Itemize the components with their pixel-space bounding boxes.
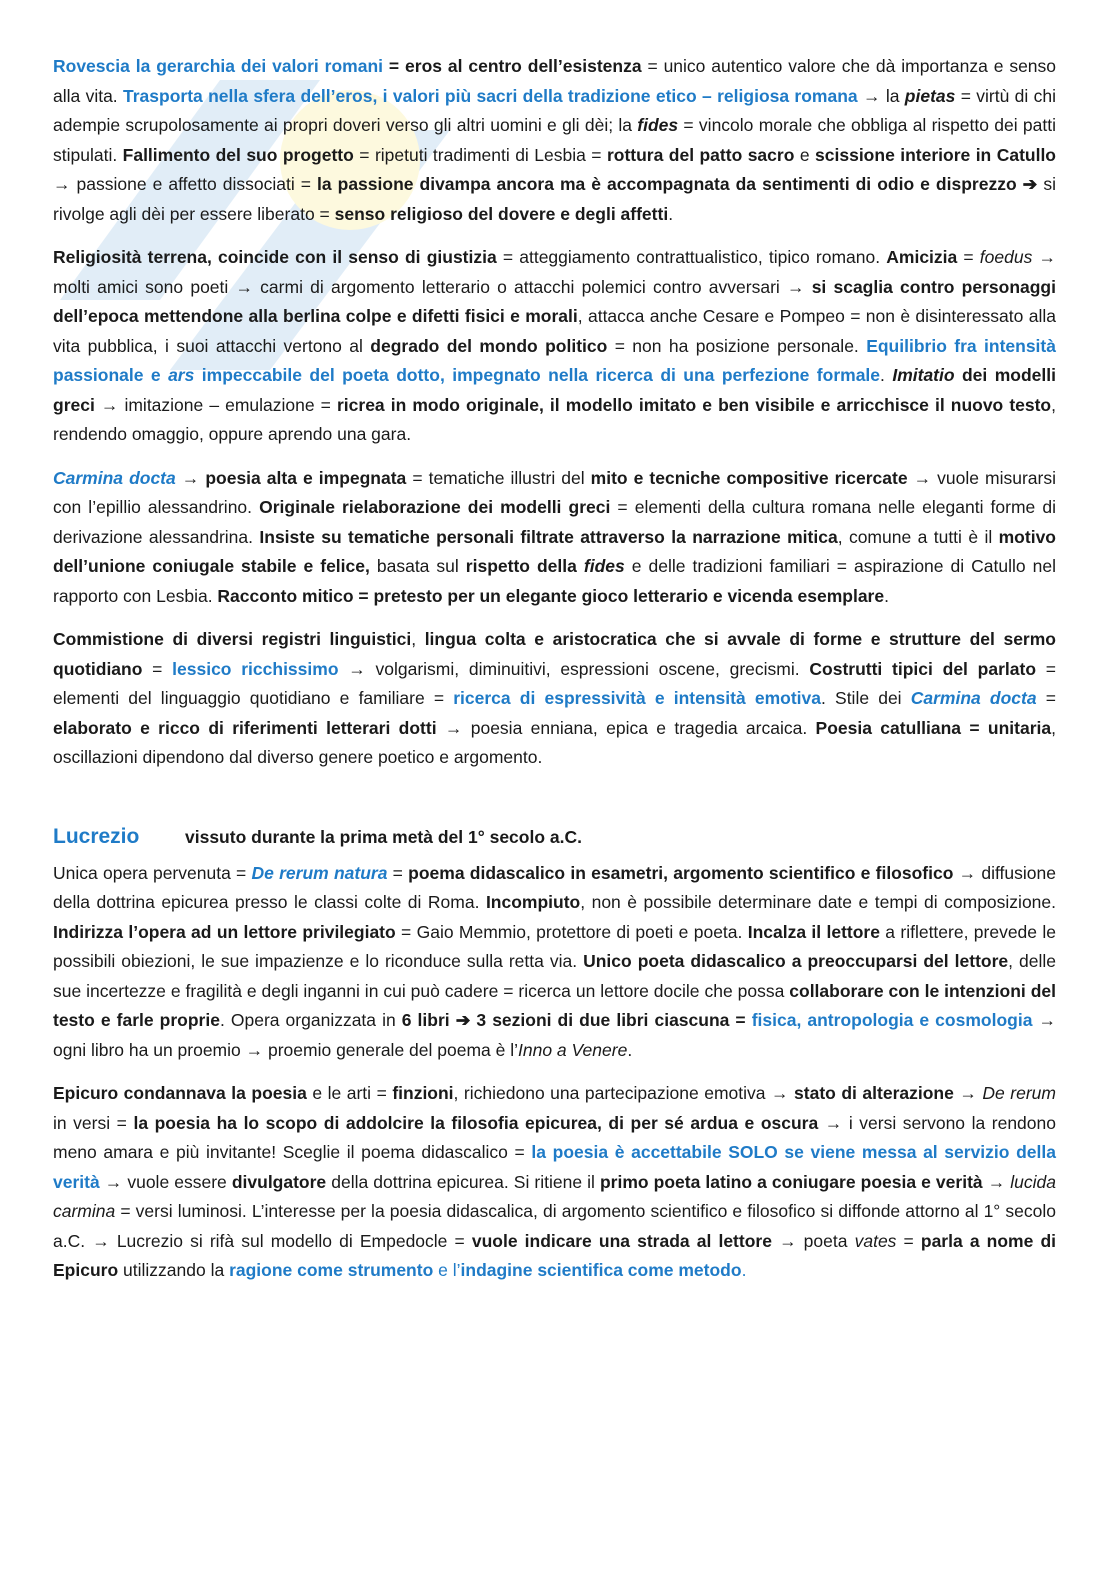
text-run: . — [668, 203, 674, 224]
text-run: , oscillazioni dipendono dal diverso genere poetico e argomento. — [53, 717, 1056, 767]
text-run: e — [794, 144, 816, 165]
paragraph — [53, 1079, 1056, 1286]
text-run: → volgarismi, diminuitivi, espressioni oscene, grecismi. — [338, 658, 810, 679]
bold-text: rottura del patto sacro — [606, 144, 795, 165]
text-run: , non è possibile determinare date e tempi di composizione. — [580, 892, 1056, 912]
highlighted-text: . — [741, 1260, 747, 1280]
highlighted-text: ragione come strumento — [229, 1260, 434, 1280]
bold-text: primo poeta latino a coniugare poesia e verità — [599, 1171, 983, 1192]
bold-text: rispetto della — [465, 556, 584, 576]
bold-text: collaborare con le intenzioni del testo e farle proprie — [53, 980, 1056, 1030]
bold-text: Fallimento del suo progetto — [122, 144, 354, 165]
text-run: → — [953, 1083, 983, 1103]
highlighted-text: indagine scientifica come metodo — [460, 1260, 742, 1280]
bold-text: pietas — [904, 85, 956, 106]
text-run: basata sul — [369, 556, 466, 576]
highlighted-text: Carmina docta — [910, 688, 1037, 708]
bold-text: motivo dell’unione coniugale stabile e felice, — [53, 526, 1056, 576]
text-run: = Gaio Memmio, protettore di poeti e poeta. — [395, 921, 748, 942]
text-run: De rerum — [982, 1083, 1056, 1103]
highlighted-text: De rerum natura — [251, 862, 388, 883]
bold-text: elaborato e ricco di riferimenti letterari dotti — [53, 717, 437, 738]
bold-text: Originale rielaborazione dei modelli greci — [259, 497, 611, 517]
bold-text: dei modelli greci — [53, 365, 1056, 415]
text-run: . — [880, 365, 893, 385]
text-run: → molti amici sono poeti → carmi di argomento letterario o attacchi polemici contro avversari → — [53, 247, 1056, 297]
bold-text: vuole indicare una strada al lettore — [471, 1230, 772, 1251]
catullo-section — [53, 52, 1056, 773]
highlighted-text: ars — [168, 365, 195, 385]
highlighted-text: Trasporta nella sfera dell’eros, i valori più sacri della tradizione etico – religiosa romana — [123, 85, 858, 106]
highlighted-text: fisica, antropologia e cosmologia — [751, 1010, 1033, 1030]
text-run: = — [1036, 688, 1056, 708]
text-run: = — [387, 862, 409, 883]
text-run: , delle sue incertezze e fragilità e degli inganni in cui può cadere = ricerca un lettore docile che possa — [53, 951, 1056, 1001]
text-run: = — [957, 247, 980, 267]
bold-text: si scaglia contro personaggi dell’epoca mettendone alla berlina colpe e difetti fisici e morali — [53, 276, 1056, 326]
bold-text: Poesia catulliana = unitaria — [815, 717, 1052, 738]
text-run: = — [142, 658, 173, 679]
highlighted-text: Equilibrio fra intensità passionale e — [53, 335, 1056, 385]
highlighted-text: e l’ — [433, 1260, 461, 1280]
text-run: . — [884, 585, 889, 606]
text-run: → la — [857, 85, 905, 106]
text-run: = virtù di chi adempie scrupolosamente ai propri doveri verso gli altri uomini e gli dèi; la — [53, 85, 1056, 135]
text-run: , richiedono una partecipazione emotiva → — [453, 1083, 795, 1103]
text-run: si rivolge agli dèi per essere liberato = — [53, 174, 1056, 224]
text-run: → ogni libro ha un proemio → proemio generale del poema è l’ — [53, 1010, 1056, 1060]
text-run: = unico autentico valore che dà importanza e senso alla vita. — [53, 56, 1057, 106]
bold-text: poesia alta e impegnata — [205, 467, 407, 488]
bold-text: parla a nome di Epicuro — [53, 1230, 1056, 1280]
text-run: . Stile dei — [821, 688, 911, 708]
text-run: e delle tradizioni familiari = aspirazione di Catullo nel rapporto con Lesbia. — [53, 556, 1056, 606]
text-run: = non ha posizione personale. — [607, 335, 867, 356]
lucrezio-section — [53, 859, 1056, 1286]
text-run: = — [896, 1230, 921, 1251]
text-run: = vincolo morale che obbliga al rispetto dei patti stipulati. — [53, 115, 1056, 165]
text-run: utilizzando la — [118, 1260, 230, 1280]
section-subtitle: vissuto durante la prima metà del 1° secolo a.C. — [185, 826, 582, 847]
document-page — [53, 52, 1056, 1300]
text-run: , — [411, 629, 425, 649]
bold-text: Incalza il lettore — [747, 921, 880, 942]
paragraph — [53, 625, 1056, 773]
text-run: → poesia enniana, epica e tragedia arcaica. — [436, 717, 816, 738]
bold-text: fides — [583, 556, 625, 576]
text-run: a riflettere, prevede le possibili obiezioni, le sue impazienze e lo riconduce sulla retta via. — [53, 921, 1056, 971]
bold-text: la poesia ha lo scopo di addolcire la filosofia epicurea, di per sé ardua e oscura — [133, 1112, 819, 1133]
bold-text: lingua colta e aristocratica che si avvale di forme e strutture del sermo quotidiano — [53, 629, 1056, 679]
bold-text: Amicizia — [886, 247, 958, 267]
text-run: → passione e affetto dissociati = — [53, 174, 317, 194]
bold-text: = eros al centro dell’esistenza — [383, 56, 642, 76]
highlighted-text: la poesia è accettabile SOLO se viene messa al servizio della verità — [53, 1142, 1056, 1192]
text-run: Inno a Venere — [518, 1039, 628, 1060]
text-run: della dottrina epicurea. Si ritiene il — [326, 1171, 600, 1192]
text-run: . — [627, 1039, 633, 1060]
bold-text: Epicuro condannava la poesia — [53, 1083, 307, 1103]
text-run: , attacca anche Cesare e Pompeo = non è disinteressato alla vita pubblica, i suoi attacchi vertono al — [53, 306, 1056, 356]
bold-text: poema didascalico in esametri, argomento scientifico e filosofico — [408, 862, 954, 883]
bold-text: ricrea in modo originale, il modello imitato e ben visibile e arricchisce il nuovo testo — [336, 394, 1052, 415]
text-run: → imitazione – emulazione = — [94, 394, 337, 415]
bold-text: Religiosità terrena, coincide con il senso di giustizia — [53, 247, 497, 267]
paragraph — [53, 859, 1056, 1066]
bold-text: Imitatio — [892, 365, 955, 385]
bold-text: Unico poeta didascalico a preoccuparsi del lettore — [583, 951, 1009, 971]
highlighted-text: lessico ricchissimo — [172, 658, 339, 679]
highlighted-text: ricerca di espressività e intensità emotiva — [453, 688, 821, 708]
bold-text: Indirizza l’opera ad un lettore privilegiato — [53, 921, 396, 942]
text-run: = ripetuti tradimenti di Lesbia = — [353, 144, 607, 165]
text-run: lucida carmina — [53, 1171, 1057, 1221]
text-run: Unica opera pervenuta = — [53, 862, 252, 883]
bold-text: Costrutti tipici del parlato — [809, 658, 1037, 679]
bold-text: Racconto mitico = pretesto per un elegante gioco letterario e vicenda esemplare — [217, 585, 885, 606]
bold-text: Insiste su tematiche personali filtrate attraverso la narrazione mitica — [259, 526, 838, 547]
text-run: = tematiche illustri del — [406, 467, 591, 488]
text-run: = versi luminosi. L’interesse per la poesia didascalica, di argomento scientifico e filosofico si diffonde attorno al 1° secolo a.C. → Lucrezio si rifà sul modello di Empedocle = — [53, 1201, 1056, 1251]
text-run: → vuole essere — [99, 1171, 232, 1192]
bold-text: 6 libri ➔ 3 sezioni di due libri ciascuna = — [401, 1010, 746, 1030]
text-run: → poeta — [771, 1230, 855, 1251]
text-run: = elementi del linguaggio quotidiano e familiare = — [53, 658, 1056, 708]
text-run: = atteggiamento contrattualistico, tipico romano. — [496, 247, 887, 267]
paragraph — [53, 243, 1056, 450]
paragraph — [53, 52, 1056, 229]
bold-text: senso religioso del dovere e degli affetti — [334, 203, 669, 224]
text-run: → vuole misurarsi con l’epillio alessandrino. — [53, 467, 1057, 517]
text-run: = elementi della cultura romana nelle eleganti forme di derivazione alessandrina. — [53, 497, 1056, 547]
bold-text: Incompiuto — [485, 892, 581, 912]
section-heading — [53, 825, 1056, 849]
bold-text: mito e tecniche compositive ricercate — [590, 467, 908, 488]
bold-text: degrado del mondo politico — [370, 335, 608, 356]
bold-text: divulgatore — [231, 1171, 327, 1192]
text-run: . Opera organizzata in — [219, 1010, 402, 1030]
text-run: , comune a tutti è il — [837, 526, 999, 547]
text-run: → diffusione della dottrina epicurea presso le classi colte di Roma. — [53, 862, 1056, 912]
bold-text: scissione interiore in Catullo — [815, 144, 1056, 165]
paragraph — [53, 464, 1056, 612]
bold-text: stato di alterazione — [794, 1083, 954, 1103]
text-run: → — [982, 1171, 1011, 1192]
bold-text: Commistione di diversi registri linguistici — [53, 629, 412, 649]
bold-text: fides — [637, 115, 679, 135]
text-run: e le arti = — [306, 1083, 393, 1103]
highlighted-text: impeccabile del poeta dotto, impegnato nella ricerca di una perfezione formale — [194, 365, 881, 385]
text-run: in versi = — [53, 1112, 134, 1133]
bold-text: la passione divampa ancora ma è accompagnata da sentimenti di odio e disprezzo ➔ — [317, 174, 1038, 194]
text-run: → — [175, 467, 206, 488]
bold-text: finzioni — [392, 1083, 454, 1103]
highlighted-text: Carmina docta — [53, 467, 176, 488]
text-run: → i versi servono la rendono meno amara e più invitante! Sceglie il poema didascalico = — [53, 1112, 1056, 1162]
section-title: Lucrezio — [53, 824, 140, 848]
text-run: , rendendo omaggio, oppure aprendo una gara. — [53, 394, 1057, 444]
text-run: vates — [854, 1230, 897, 1251]
highlighted-text: Rovescia la gerarchia dei valori romani — [53, 56, 384, 76]
text-run: foedus — [979, 247, 1033, 267]
